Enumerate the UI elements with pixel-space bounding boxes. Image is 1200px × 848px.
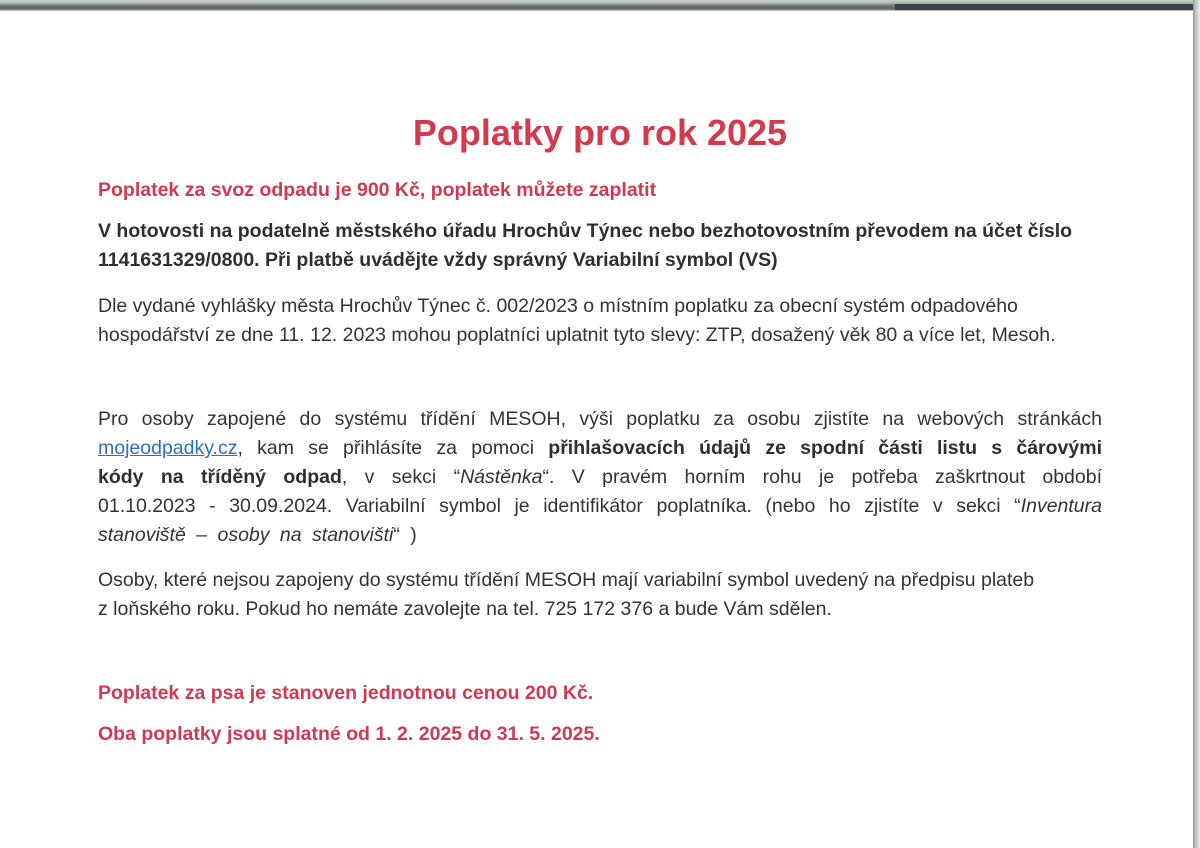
waste-fee-heading: Poplatek za svoz odpadu je 900 Kč, poplatek můžete zaplatit [98,179,657,201]
mesoh-intro-text: Pro osoby zapojené do systému třídění MESOH, výši poplatku za osobu zjistíte na webových stránkách [98,408,1102,430]
scan-top-border-dark-segment [895,4,1195,10]
mojeodpadky-link[interactable]: mojeodpadky.cz [98,437,238,459]
mesoh-after-bold-text: , v sekci “ [341,466,461,488]
mesoh-info [98,405,1102,550]
discount-info [98,292,1102,350]
due-dates-notice: Oba poplatky jsou splatné od 1. 2. 2025 do 31. 5. 2025. [98,723,600,745]
mesoh-period-text: “. V pravém horním rohu je potřeba zaškrtnout období 01.10.2023 - 30.09.2024. Variabilní symbol je identifikátor poplatníka. (nebo ho zjistíte v sekci “ [98,466,1103,517]
non-mesoh-info-line-2: z loňského roku. Pokud ho nemáte zavolejte na tel. 725 172 376 a bude Vám sdělen. [98,598,832,620]
non-mesoh-info [98,566,1102,624]
scan-top-border [0,0,1194,11]
payment-info-line-2: 1141631329/0800. Při platbě uvádějte vždy správný Variabilní symbol (VS) [98,249,778,271]
mesoh-login-details-text: přihlašovacích údajů ze spodní části listu s čárovými kódy na tříděný odpad [98,437,1102,488]
payment-info-line-1: V hotovosti na podatelně městského úřadu Hrochův Týnec nebo bezhotovostním převodem na účet číslo [98,220,1073,242]
mesoh-after-link-text: , kam se přihlásíte za pomoci [237,437,549,459]
discount-info-line-2: hospodářství ze dne 11. 12. 2023 mohou poplatníci uplatnit tyto slevy: ZTP, dosažený věk 80 a více let, Mesoh. [98,324,1056,346]
payment-info [98,217,1102,275]
nastenka-section-name: Nástěnka [460,466,543,488]
discount-info-line-1: Dle vydané vyhlášky města Hrochův Týnec č. 002/2023 o místním poplatku za obecní systém odpadového [98,295,1018,317]
inventura-section-name: Inventura stanoviště – osoby na stanovišti [98,495,1102,546]
document-title: Poplatky pro rok 2025 [412,112,788,153]
mesoh-closing-text: “ ) [393,524,417,546]
scan-right-border [1193,0,1200,848]
dog-fee-notice: Poplatek za psa je stanoven jednotnou cenou 200 Kč. [98,682,594,704]
non-mesoh-info-line-1: Osoby, které nejsou zapojeny do systému třídění MESOH mají variabilní symbol uvedený na předpisu plateb [98,569,1035,591]
